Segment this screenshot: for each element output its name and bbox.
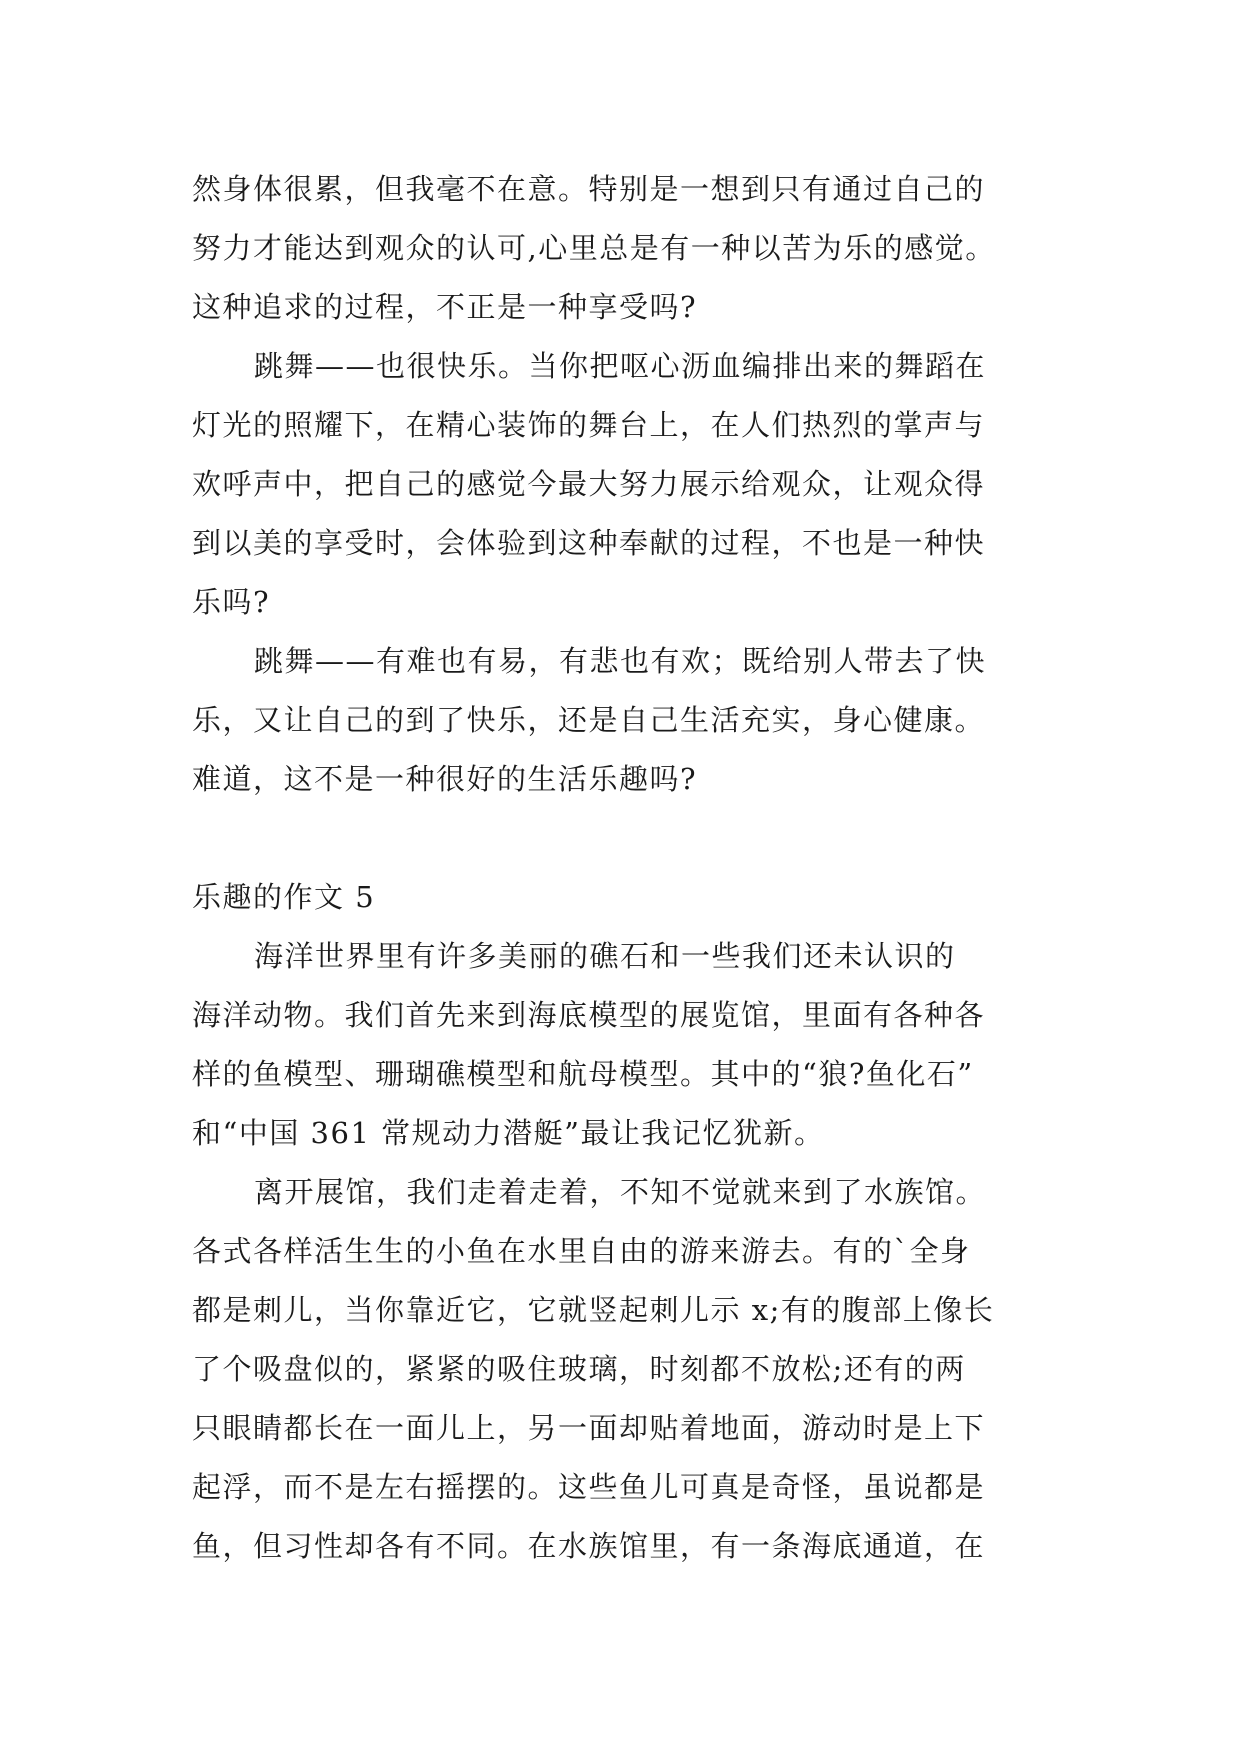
text-line: 到以美的享受时，会体验到这种奉献的过程，不也是一种快 bbox=[192, 526, 986, 560]
text-line: 跳舞——有难也有易，有悲也有欢；既给别人带去了快 bbox=[254, 644, 987, 678]
text-line: 起浮，而不是左右摇摆的。这些鱼儿可真是奇怪，虽说都是 bbox=[192, 1470, 986, 1504]
document-body bbox=[192, 160, 1072, 1576]
text-line: 然身体很累，但我毫不在意。特别是一想到只有通过自己的 bbox=[192, 172, 986, 206]
text-line: 跳舞——也很快乐。当你把呕心沥血编排出来的舞蹈在 bbox=[254, 349, 987, 383]
text-line: 离开展馆，我们走着走着，不知不觉就来到了水族馆。 bbox=[254, 1175, 987, 1209]
paragraph-ocean-world bbox=[192, 927, 1072, 1163]
text-line: 了个吸盘似的，紧紧的吸住玻璃，时刻都不放松;还有的两 bbox=[192, 1352, 966, 1386]
text-line: 都是刺儿，当你靠近它，它就竖起刺儿示 x;有的腹部上像长 bbox=[192, 1293, 995, 1327]
paragraph-dance-hard-easy bbox=[192, 632, 1072, 809]
text-line: 欢呼声中，把自己的感觉今最大努力展示给观众，让观众得 bbox=[192, 467, 986, 501]
paragraph-dance-happy bbox=[192, 337, 1072, 632]
text-line: 鱼，但习性却各有不同。在水族馆里，有一条海底通道，在 bbox=[192, 1529, 986, 1563]
text-line: 难道，这不是一种很好的生活乐趣吗? bbox=[192, 762, 698, 796]
text-line: 只眼睛都长在一面儿上，另一面却贴着地面，游动时是上下 bbox=[192, 1411, 986, 1445]
text-line: 努力才能达到观众的认可,心里总是有一种以苦为乐的感觉。 bbox=[192, 231, 996, 265]
text-line: 样的鱼模型、珊瑚礁模型和航母模型。其中的“狼?鱼化石” bbox=[192, 1057, 974, 1091]
text-line: 各式各样活生生的小鱼在水里自由的游来游去。有的`全身 bbox=[192, 1234, 971, 1268]
section-spacer bbox=[192, 809, 1072, 868]
text-line: 和“中国 361 常规动力潜艇”最让我记忆犹新。 bbox=[192, 1116, 825, 1150]
text-line: 海洋世界里有许多美丽的礁石和一些我们还未认识的 bbox=[254, 939, 956, 973]
text-line: 海洋动物。我们首先来到海底模型的展览馆，里面有各种各 bbox=[192, 998, 986, 1032]
text-line: 这种追求的过程，不正是一种享受吗? bbox=[192, 290, 698, 324]
text-line: 乐，又让自己的到了快乐，还是自己生活充实，身心健康。 bbox=[192, 703, 986, 737]
paragraph-aquarium bbox=[192, 1163, 1072, 1576]
section-title: 乐趣的作文 5 bbox=[192, 880, 376, 914]
paragraph-continuation bbox=[192, 160, 1072, 337]
text-line: 灯光的照耀下，在精心装饰的舞台上，在人们热烈的掌声与 bbox=[192, 408, 986, 442]
text-line: 乐吗? bbox=[192, 585, 271, 619]
